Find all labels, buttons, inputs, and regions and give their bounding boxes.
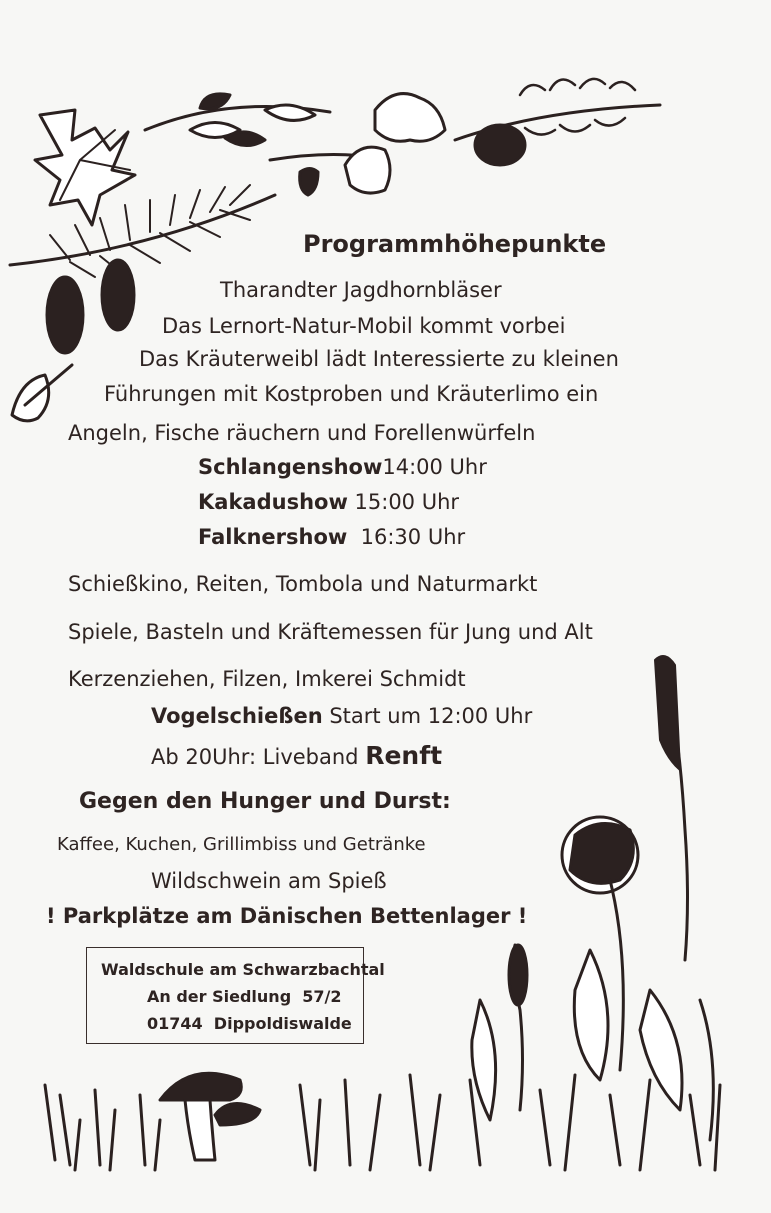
show-row	[198, 524, 465, 550]
food-heading: Gegen den Hunger und Durst:	[79, 789, 451, 814]
show-time: 15:00 Uhr	[347, 490, 460, 514]
program-line-5: Angeln, Fische räuchern und Forellenwürfeln	[68, 421, 536, 445]
program-line-4: Führungen mit Kostproben und Kräuterlimo ein	[104, 382, 599, 406]
page-title: Programmhöhepunkte	[303, 230, 607, 258]
show-time: 14:00 Uhr	[382, 455, 487, 479]
liveband-row	[151, 743, 442, 770]
program-line-2: Das Lernort-Natur-Mobil kommt vorbei	[162, 314, 566, 338]
show-time: 16:30 Uhr	[347, 525, 466, 549]
liveband-prefix: Ab 20Uhr: Liveband	[151, 745, 366, 769]
address-line-2: An der Siedlung 57/2	[147, 987, 342, 1006]
program-line-3: Das Kräuterweibl lädt Interessierte zu kleinen	[139, 347, 619, 371]
address-line-3: 01744 Dippoldiswalde	[147, 1014, 352, 1033]
twig-leaves-icon	[145, 94, 330, 146]
mushroom-icon	[160, 1073, 260, 1160]
food-line-2: Wildschwein am Spieß	[151, 869, 387, 893]
address-line-1: Waldschule am Schwarzbachtal	[101, 960, 385, 979]
show-name: Kakadushow	[198, 490, 348, 514]
activity-line-3: Kerzenziehen, Filzen, Imkerei Schmidt	[68, 667, 466, 691]
show-name: Schlangenshow	[198, 455, 383, 479]
vogelschiessen-time: Start um 12:00 Uhr	[322, 704, 533, 728]
address-box	[86, 947, 385, 1044]
show-row	[198, 489, 459, 515]
grass-icon	[45, 1075, 720, 1170]
maple-leaf-icon	[35, 110, 135, 225]
program-line-1: Tharandter Jagdhornbläser	[220, 278, 502, 302]
band-name: Renft	[365, 741, 443, 770]
parking-notice: ! Parkplätze am Dänischen Bettenlager !	[46, 904, 528, 928]
birch-leaf-icon	[12, 365, 72, 421]
vogelschiessen-row	[151, 703, 532, 729]
show-name: Falknershow	[198, 525, 348, 549]
show-row	[198, 454, 487, 480]
vogelschiessen-label: Vogelschießen	[151, 704, 323, 728]
activity-line-2: Spiele, Basteln und Kräftemessen für Jung und Alt	[68, 620, 593, 644]
food-line-1: Kaffee, Kuchen, Grillimbiss und Getränke	[57, 834, 426, 855]
activity-line-1: Schießkino, Reiten, Tombola und Naturmarkt	[68, 572, 538, 596]
fern-frond-icon	[455, 79, 660, 165]
